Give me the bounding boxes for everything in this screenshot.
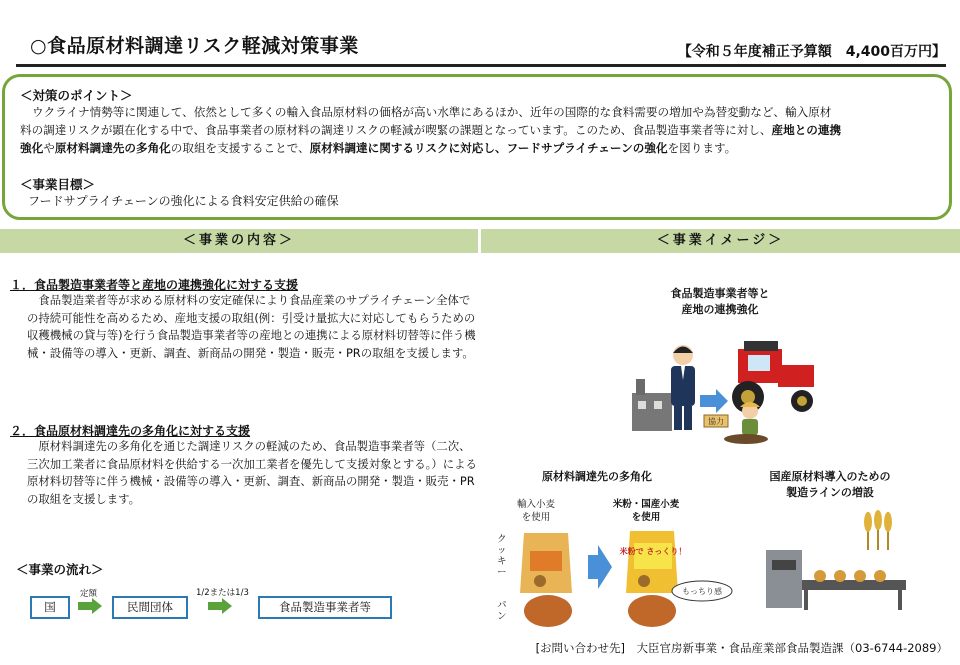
flow-box-manufacturer: 食品製造事業者等 <box>258 596 392 619</box>
tractor-icon <box>732 341 814 413</box>
points-text-end: を図ります。 <box>667 141 737 156</box>
sign-text: 協力 <box>708 417 724 426</box>
points-text-mid: の取組を支援することで、 <box>170 141 310 156</box>
image-bar: ＜事業イメージ＞ <box>481 229 960 253</box>
image-caption-diversify: 原材料調達先の多角化 <box>542 470 652 483</box>
image-caption-cooperation: 食品製造事業者等と 産地の連携強化 <box>670 287 770 316</box>
section-2-body: 原材料調達先の多角化を通じた調達リスクの軽減のため、食品製造事業者等（二次、三次加工業者に食品原材料を供給する一次加工業者を優先して支援対象とする。）による原材料切替等に伴う機械・設備等の導入・更新、調査、新商品の開発・製造・販売・PRの取組を支援します。 <box>27 439 477 506</box>
section-1-heading: １．食品製造事業者等と産地の連携強化に対する支援 <box>10 278 299 292</box>
points-emph-3: 原材料調達先の多角化 <box>54 141 171 156</box>
points-line-2: 料の調達リスクが顕在化する中で、食品事業者の原材料の調達リスクの軽減が喫緊の課題となっています。このため、食品製造事業者等に対し、 <box>20 123 772 138</box>
flow-box-country: 国 <box>30 596 70 619</box>
points-emph-1: 産地との連携 <box>771 123 842 138</box>
flour-bag-icon <box>520 533 572 593</box>
flow-label-fixed: 定額 <box>80 589 98 599</box>
import-wheat-label: 輸入小麦 を使用 <box>516 499 555 523</box>
bread-icon <box>628 595 676 627</box>
flow-box-private-org: 民間団体 <box>112 596 188 619</box>
farm-cooperation-illustration <box>628 335 818 445</box>
farmer-icon <box>724 402 768 444</box>
content-bar: ＜事業の内容＞ <box>0 229 478 253</box>
factory-icon <box>632 379 672 431</box>
points-emph-4: 原材料調達に関するリスクに対応し、フードサプライチェーンの強化 <box>309 141 668 156</box>
points-body <box>20 103 944 158</box>
contact-info: [お問い合わせ先] 大臣官房新事業・食品産業部食品製造課（03-6744-2089） <box>535 641 948 655</box>
flow-heading: ＜事業の流れ＞ <box>16 562 104 577</box>
goal-text: フードサプライチェーンの強化による食料安定供給の確保 <box>28 194 339 208</box>
flow-arrow-icon <box>78 598 102 614</box>
section-2-heading: ２．食品原材料調達先の多角化に対する支援 <box>10 424 251 438</box>
rice-flour-bag-icon <box>619 531 687 593</box>
bread-label: パン <box>497 600 507 622</box>
image-caption-line: 国産原材料導入のための 製造ラインの増設 <box>769 470 891 499</box>
flow-arrow-icon <box>208 598 232 614</box>
production-line-illustration <box>760 510 910 620</box>
section-1-body: 食品製造業者等が求める原材料の安定確保により食品産業のサプライチェーン全体での持続可能性を高めるため、産地支援の取組(例：引受け量拡大に対応してもらうための収穫機械の貸与等)を行う食品製造事業者等の産地との連携による原材料切替等に伴う機械・設備等の導入・更新、調査、新商品の開発・製造・販売・PRの取組を支援します。 <box>27 293 476 360</box>
diversification-illustration <box>510 525 740 637</box>
title-rule <box>16 64 946 67</box>
wheat-icon <box>864 510 892 550</box>
machine-icon <box>766 550 906 610</box>
points-text-ya: や <box>43 141 55 156</box>
bag-text: 米粉で さっくり！ <box>619 547 687 556</box>
points-heading: ＜対策のポイント＞ <box>20 88 133 103</box>
rice-flour-label: 米粉・国産小麦 を使用 <box>612 499 680 523</box>
cookie-label: クッキー <box>497 534 507 578</box>
bubble-text: もっちり感 <box>682 587 722 596</box>
budget-amount: 【令和５年度補正予算額 4,400百万円】 <box>677 44 946 60</box>
flow-label-rate: 1/2または1/3 <box>196 588 249 598</box>
page-title: ○食品原材料調達リスク軽減対策事業 <box>30 35 359 57</box>
bread-icon <box>524 595 572 627</box>
points-line-1: ウクライナ情勢等に関連して、依然として多くの輸入食品原材料の価格が高い水準にあるほか、近年の国際的な食料需要の増加や為替変動など、輸入原材 <box>32 105 832 119</box>
points-emph-2: 強化 <box>20 141 44 156</box>
goal-heading: ＜事業目標＞ <box>20 177 96 192</box>
businessman-icon <box>671 345 695 430</box>
